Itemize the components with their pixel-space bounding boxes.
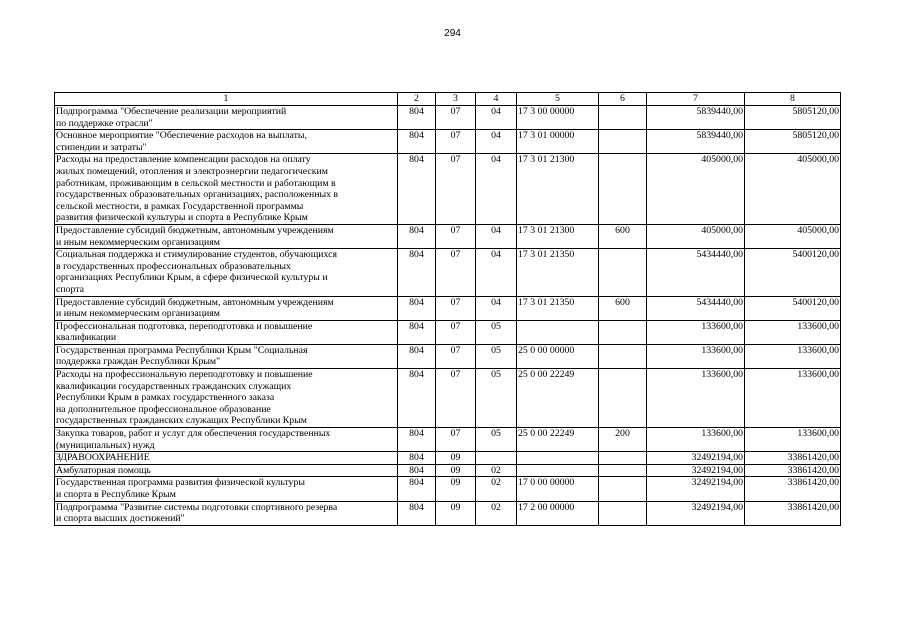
amount-year1-cell: 5434440,00 bbox=[647, 249, 745, 296]
section-code-cell: 09 bbox=[436, 477, 476, 501]
table-row bbox=[55, 369, 841, 428]
target-item-code-cell: 17 3 01 21350 bbox=[517, 296, 599, 320]
amount-year2-cell: 33861420,00 bbox=[745, 501, 841, 525]
section-code-cell: 07 bbox=[436, 224, 476, 248]
target-item-code-cell: 25 0 00 00000 bbox=[517, 344, 599, 368]
amount-year2-cell: 133600,00 bbox=[745, 428, 841, 452]
amount-year1-cell: 5839440,00 bbox=[647, 106, 745, 130]
column-header: 8 bbox=[745, 93, 841, 106]
target-item-code-cell bbox=[517, 452, 599, 465]
section-code-cell: 07 bbox=[436, 154, 476, 225]
section-code-cell: 07 bbox=[436, 428, 476, 452]
row-name-cell: Предоставление субсидий бюджетным, автономным учреждениям и иным некоммерческим организациям bbox=[55, 224, 398, 248]
expense-type-code-cell bbox=[599, 344, 647, 368]
section-code-cell: 09 bbox=[436, 464, 476, 477]
ministry-code-cell: 804 bbox=[398, 344, 436, 368]
table-row bbox=[55, 296, 841, 320]
subsection-code-cell: 02 bbox=[476, 477, 517, 501]
section-code-cell: 07 bbox=[436, 249, 476, 296]
amount-year1-cell: 32492194,00 bbox=[647, 501, 745, 525]
row-name-cell: Расходы на предоставление компенсации расходов на оплату жилых помещений, отопления и электроэнергии педагогическим работникам, проживающим в сельской местности и работающим в государственных образовательных организациях, расположенных в сельской местности, в рамках Государственной программы развития физической культуры и спорта в Республике Крым bbox=[55, 154, 398, 225]
target-item-code-cell: 17 3 01 21300 bbox=[517, 224, 599, 248]
amount-year1-cell: 405000,00 bbox=[647, 154, 745, 225]
column-header: 7 bbox=[647, 93, 745, 106]
column-header: 5 bbox=[517, 93, 599, 106]
page-number: 294 bbox=[444, 28, 461, 39]
ministry-code-cell: 804 bbox=[398, 320, 436, 344]
amount-year2-cell: 133600,00 bbox=[745, 369, 841, 428]
ministry-code-cell: 804 bbox=[398, 130, 436, 154]
table-row bbox=[55, 130, 841, 154]
expense-type-code-cell: 200 bbox=[599, 428, 647, 452]
amount-year2-cell: 33861420,00 bbox=[745, 452, 841, 465]
table-row bbox=[55, 249, 841, 296]
budget-table bbox=[54, 92, 841, 526]
subsection-code-cell: 02 bbox=[476, 501, 517, 525]
subsection-code-cell: 05 bbox=[476, 344, 517, 368]
amount-year2-cell: 5805120,00 bbox=[745, 130, 841, 154]
subsection-code-cell: 04 bbox=[476, 249, 517, 296]
row-name-cell: Закупка товаров, работ и услуг для обеспечения государственных (муниципальных) нужд bbox=[55, 428, 398, 452]
amount-year1-cell: 32492194,00 bbox=[647, 452, 745, 465]
subsection-code-cell: 04 bbox=[476, 106, 517, 130]
ministry-code-cell: 804 bbox=[398, 464, 436, 477]
column-header: 6 bbox=[599, 93, 647, 106]
ministry-code-cell: 804 bbox=[398, 154, 436, 225]
amount-year1-cell: 133600,00 bbox=[647, 369, 745, 428]
ministry-code-cell: 804 bbox=[398, 501, 436, 525]
amount-year2-cell: 33861420,00 bbox=[745, 464, 841, 477]
row-name-cell: Подпрограмма "Обеспечение реализации мероприятий по поддержке отрасли" bbox=[55, 106, 398, 130]
amount-year2-cell: 133600,00 bbox=[745, 344, 841, 368]
expense-type-code-cell bbox=[599, 249, 647, 296]
amount-year1-cell: 405000,00 bbox=[647, 224, 745, 248]
target-item-code-cell: 17 0 00 00000 bbox=[517, 477, 599, 501]
amount-year1-cell: 133600,00 bbox=[647, 428, 745, 452]
table-row bbox=[55, 320, 841, 344]
table-row bbox=[55, 477, 841, 501]
row-name-cell: Социальная поддержка и стимулирование студентов, обучающихся в государственных профессиональных образовательных организациях Республики Крым, в сфере физической культуры и спорта bbox=[55, 249, 398, 296]
ministry-code-cell: 804 bbox=[398, 369, 436, 428]
table-row bbox=[55, 464, 841, 477]
amount-year2-cell: 33861420,00 bbox=[745, 477, 841, 501]
target-item-code-cell bbox=[517, 320, 599, 344]
amount-year1-cell: 32492194,00 bbox=[647, 477, 745, 501]
row-name-cell: Подпрограмма "Развитие системы подготовки спортивного резерва и спорта высших достижений" bbox=[55, 501, 398, 525]
ministry-code-cell: 804 bbox=[398, 296, 436, 320]
amount-year2-cell: 5805120,00 bbox=[745, 106, 841, 130]
subsection-code-cell: 04 bbox=[476, 130, 517, 154]
ministry-code-cell: 804 bbox=[398, 477, 436, 501]
target-item-code-cell: 17 3 01 21300 bbox=[517, 154, 599, 225]
amount-year1-cell: 133600,00 bbox=[647, 344, 745, 368]
expense-type-code-cell bbox=[599, 320, 647, 344]
row-name-cell: Государственная программа развития физической культуры и спорта в Республике Крым bbox=[55, 477, 398, 501]
subsection-code-cell: 02 bbox=[476, 464, 517, 477]
expense-type-code-cell bbox=[599, 369, 647, 428]
row-name-cell: Основное мероприятие "Обеспечение расходов на выплаты, стипендии и затраты" bbox=[55, 130, 398, 154]
amount-year2-cell: 405000,00 bbox=[745, 224, 841, 248]
expense-type-code-cell bbox=[599, 154, 647, 225]
ministry-code-cell: 804 bbox=[398, 249, 436, 296]
amount-year2-cell: 405000,00 bbox=[745, 154, 841, 225]
subsection-code-cell: 04 bbox=[476, 154, 517, 225]
row-name-cell: ЗДРАВООХРАНЕНИЕ bbox=[55, 452, 398, 465]
amount-year1-cell: 32492194,00 bbox=[647, 464, 745, 477]
table-row bbox=[55, 106, 841, 130]
subsection-code-cell: 05 bbox=[476, 369, 517, 428]
subsection-code-cell: 05 bbox=[476, 320, 517, 344]
subsection-code-cell: 05 bbox=[476, 428, 517, 452]
target-item-code-cell bbox=[517, 464, 599, 477]
section-code-cell: 09 bbox=[436, 501, 476, 525]
target-item-code-cell: 25 0 00 22249 bbox=[517, 428, 599, 452]
target-item-code-cell: 17 3 00 00000 bbox=[517, 106, 599, 130]
row-name-cell: Государственная программа Республики Крым "Социальная поддержка граждан Республики Крым" bbox=[55, 344, 398, 368]
target-item-code-cell: 17 2 00 00000 bbox=[517, 501, 599, 525]
amount-year2-cell: 5400120,00 bbox=[745, 296, 841, 320]
subsection-code-cell bbox=[476, 452, 517, 465]
table-row bbox=[55, 224, 841, 248]
target-item-code-cell: 17 3 01 00000 bbox=[517, 130, 599, 154]
section-code-cell: 07 bbox=[436, 344, 476, 368]
expense-type-code-cell bbox=[599, 130, 647, 154]
section-code-cell: 07 bbox=[436, 106, 476, 130]
subsection-code-cell: 04 bbox=[476, 296, 517, 320]
column-header: 3 bbox=[436, 93, 476, 106]
amount-year1-cell: 5434440,00 bbox=[647, 296, 745, 320]
row-name-cell: Амбулаторная помощь bbox=[55, 464, 398, 477]
section-code-cell: 07 bbox=[436, 369, 476, 428]
table-row bbox=[55, 428, 841, 452]
target-item-code-cell: 25 0 00 22249 bbox=[517, 369, 599, 428]
amount-year1-cell: 133600,00 bbox=[647, 320, 745, 344]
row-name-cell: Расходы на профессиональную переподготовку и повышение квалификации государственных гражданских служащих Республики Крым в рамках государственного заказа на дополнительное профессиональное образование государственных гражданских служащих Республики Крым bbox=[55, 369, 398, 428]
table-row bbox=[55, 501, 841, 525]
section-code-cell: 09 bbox=[436, 452, 476, 465]
target-item-code-cell: 17 3 01 21350 bbox=[517, 249, 599, 296]
column-header: 1 bbox=[55, 93, 398, 106]
table-row bbox=[55, 154, 841, 225]
section-code-cell: 07 bbox=[436, 296, 476, 320]
expense-type-code-cell bbox=[599, 106, 647, 130]
column-header: 2 bbox=[398, 93, 436, 106]
column-header: 4 bbox=[476, 93, 517, 106]
expense-type-code-cell bbox=[599, 452, 647, 465]
amount-year2-cell: 133600,00 bbox=[745, 320, 841, 344]
table-row bbox=[55, 344, 841, 368]
section-code-cell: 07 bbox=[436, 320, 476, 344]
table-header-row bbox=[55, 93, 841, 106]
table-row bbox=[55, 452, 841, 465]
ministry-code-cell: 804 bbox=[398, 224, 436, 248]
row-name-cell: Предоставление субсидий бюджетным, автономным учреждениям и иным некоммерческим организациям bbox=[55, 296, 398, 320]
expense-type-code-cell bbox=[599, 501, 647, 525]
ministry-code-cell: 804 bbox=[398, 428, 436, 452]
row-name-cell: Профессиональная подготовка, переподготовка и повышение квалификации bbox=[55, 320, 398, 344]
subsection-code-cell: 04 bbox=[476, 224, 517, 248]
ministry-code-cell: 804 bbox=[398, 452, 436, 465]
amount-year2-cell: 5400120,00 bbox=[745, 249, 841, 296]
amount-year1-cell: 5839440,00 bbox=[647, 130, 745, 154]
expense-type-code-cell bbox=[599, 477, 647, 501]
section-code-cell: 07 bbox=[436, 130, 476, 154]
expense-type-code-cell: 600 bbox=[599, 296, 647, 320]
expense-type-code-cell: 600 bbox=[599, 224, 647, 248]
expense-type-code-cell bbox=[599, 464, 647, 477]
ministry-code-cell: 804 bbox=[398, 106, 436, 130]
